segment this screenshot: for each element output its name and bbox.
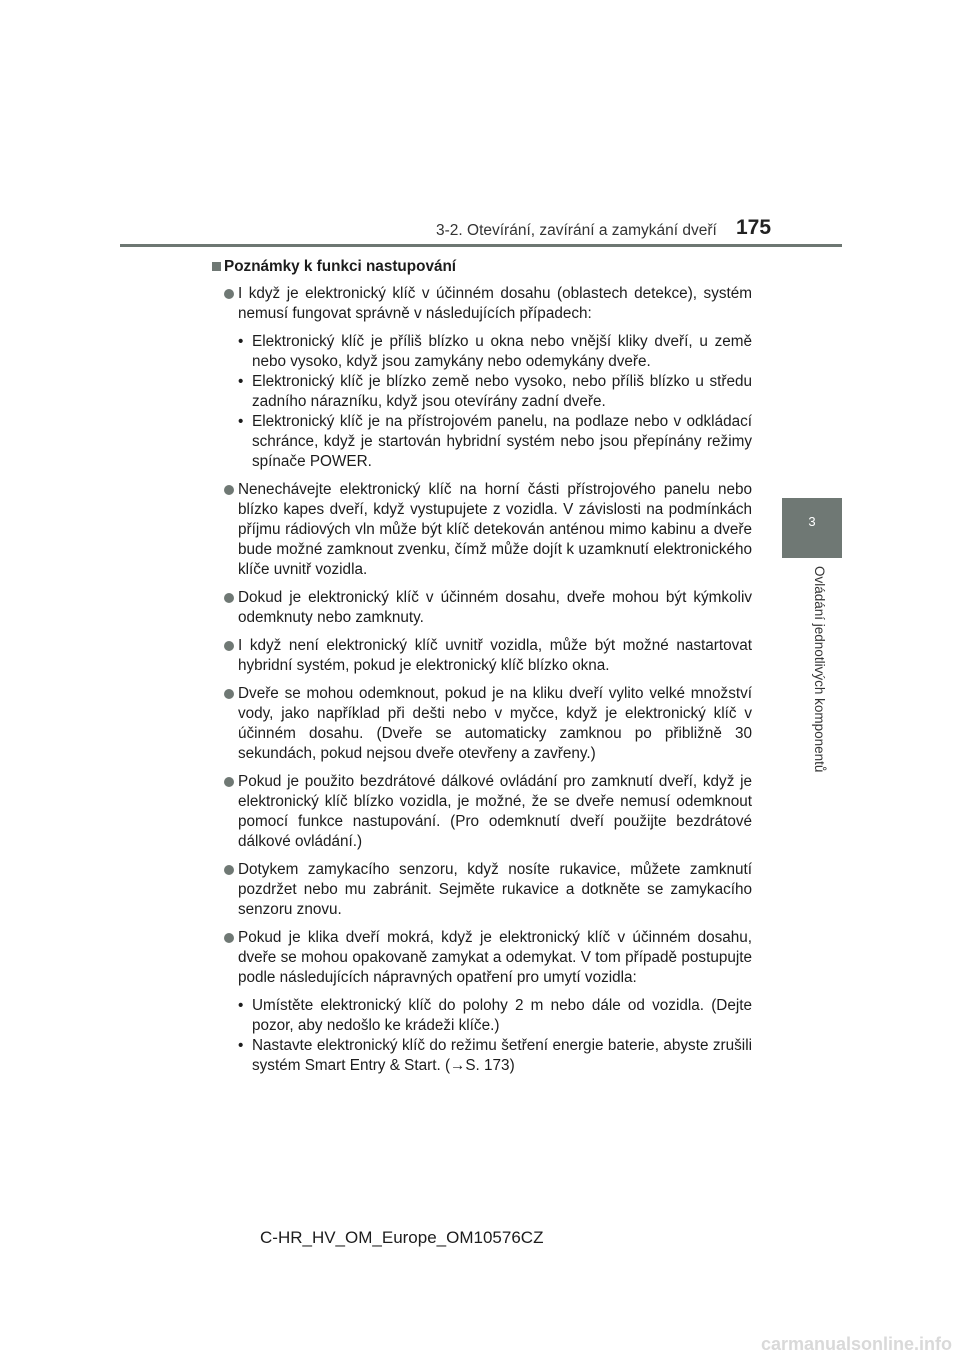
- note-text: Pokud je použito bezdrátové dálkové ovládání pro zamknutí dveří, když je elektronický klíč blízko vozidla, je možné, že se dveře nemusí odemknout pomocí funkce nastupování. (Pro odemknutí dveří použijte bezdrátové dálkové ovládání.): [238, 773, 752, 850]
- note-item: [212, 588, 752, 628]
- sublist-item: [238, 996, 752, 1036]
- circle-bullet-icon: [224, 289, 234, 299]
- watermark-text: carmanualsonline.info: [760, 1334, 952, 1354]
- circle-bullet-icon: [224, 641, 234, 651]
- document-code: C-HR_HV_OM_Europe_OM10576CZ: [260, 1228, 544, 1247]
- note-item: [212, 636, 752, 676]
- note-sublist: [238, 332, 752, 472]
- note-item: [212, 284, 752, 472]
- note-item: [212, 860, 752, 920]
- sublist-item: [238, 1036, 752, 1076]
- subheading-text: Poznámky k funkci nastupování: [224, 258, 457, 275]
- dot-bullet-icon: •: [238, 413, 244, 430]
- note-item: [212, 772, 752, 852]
- note-text: I když je elektronický klíč v účinném dosahu (oblastech detekce), systém nemusí fungovat správně v následujících případech:: [238, 285, 752, 322]
- note-item: [212, 684, 752, 764]
- sublist-item-text: Elektronický klíč je blízko země nebo vysoko, nebo příliš blízko u středu zadního nárazníku, když jsou otevírány zadní dveře.: [252, 373, 752, 410]
- note-item: [212, 928, 752, 1076]
- sublist-item-text: Elektronický klíč je na přístrojovém panelu, na podlaze nebo v odkládací schránce, když je startován hybridní systém nebo jsou přepínány režimy spínače POWER.: [252, 413, 752, 470]
- note-text: Dotykem zamykacího senzoru, když nosíte rukavice, můžete zamknutí pozdržet nebo mu zabránit. Sejměte rukavice a dotkněte se zamykacího senzoru znovu.: [238, 861, 752, 918]
- dot-bullet-icon: •: [238, 997, 244, 1014]
- chapter-number: 3: [808, 514, 816, 529]
- note-text: Dveře se mohou odemknout, pokud je na kliku dveří vylito velké množství vody, jako například při dešti nebo v myčce, když je elektronický klíč v účinném dosahu. (Dveře se automaticky zamknou po přibližně 30 sekundách, pokud nejsou dveře otevřeny a zavřeny.): [238, 685, 752, 762]
- sublist-item: [238, 332, 752, 372]
- sublist-item: [238, 372, 752, 412]
- note-sublist: [238, 996, 752, 1076]
- section-title: 3-2. Otevírání, zavírání a zamykání dveří: [436, 222, 717, 239]
- circle-bullet-icon: [224, 865, 234, 875]
- sublist-item-text: Nastavte elektronický klíč do režimu šetření energie baterie, abyste zrušili systém Smart Entry & Start. (→S. 173): [252, 1037, 752, 1074]
- main-content: [212, 257, 752, 1084]
- sublist-item: [238, 412, 752, 472]
- page-header: [0, 0, 960, 250]
- note-text: Nenechávejte elektronický klíč na horní části přístrojového panelu nebo blízko kapes dveří, když vystupujete z vozidla. V závislosti na podmínkách příjmu rádiových vln může být klíč detekován anténou mimo kabinu a dveře bude možné zamknout zvenku, čímž může dojít k uzamknutí elektronického klíče uvnitř vozidla.: [238, 481, 752, 578]
- dot-bullet-icon: •: [238, 1037, 244, 1054]
- note-text: Dokud je elektronický klíč v účinném dosahu, dveře mohou být kýmkoliv odemknuty nebo zamknuty.: [238, 589, 752, 626]
- circle-bullet-icon: [224, 593, 234, 603]
- dot-bullet-icon: •: [238, 373, 244, 390]
- square-bullet-icon: [212, 262, 221, 271]
- note-text: Pokud je klika dveří mokrá, když je elektronický klíč v účinném dosahu, dveře se mohou opakovaně zamykat a odemykat. V tom případě postupujte podle následujících nápravných opatření pro umytí vozidla:: [238, 929, 752, 986]
- section-subheading: [212, 257, 752, 277]
- chapter-tab: [782, 498, 842, 558]
- sublist-item-text: Umístěte elektronický klíč do polohy 2 m nebo dále od vozidla. (Dejte pozor, aby nedošlo ke krádeži klíče.): [252, 997, 752, 1034]
- note-item: [212, 480, 752, 580]
- dot-bullet-icon: •: [238, 333, 244, 350]
- sublist-item-text: Elektronický klíč je příliš blízko u okna nebo vnější kliky dveří, u země nebo vysoko, když jsou zamykány nebo odemykány dveře.: [252, 333, 752, 370]
- circle-bullet-icon: [224, 485, 234, 495]
- circle-bullet-icon: [224, 933, 234, 943]
- circle-bullet-icon: [224, 689, 234, 699]
- header-divider: [120, 244, 842, 247]
- chapter-label: Ovládání jednotlivých komponentů: [812, 566, 827, 773]
- note-text: I když není elektronický klíč uvnitř vozidla, může být možné nastartovat hybridní systém, pokud je elektronický klíč blízko okna.: [238, 637, 752, 674]
- page-number: 175: [736, 216, 772, 239]
- circle-bullet-icon: [224, 777, 234, 787]
